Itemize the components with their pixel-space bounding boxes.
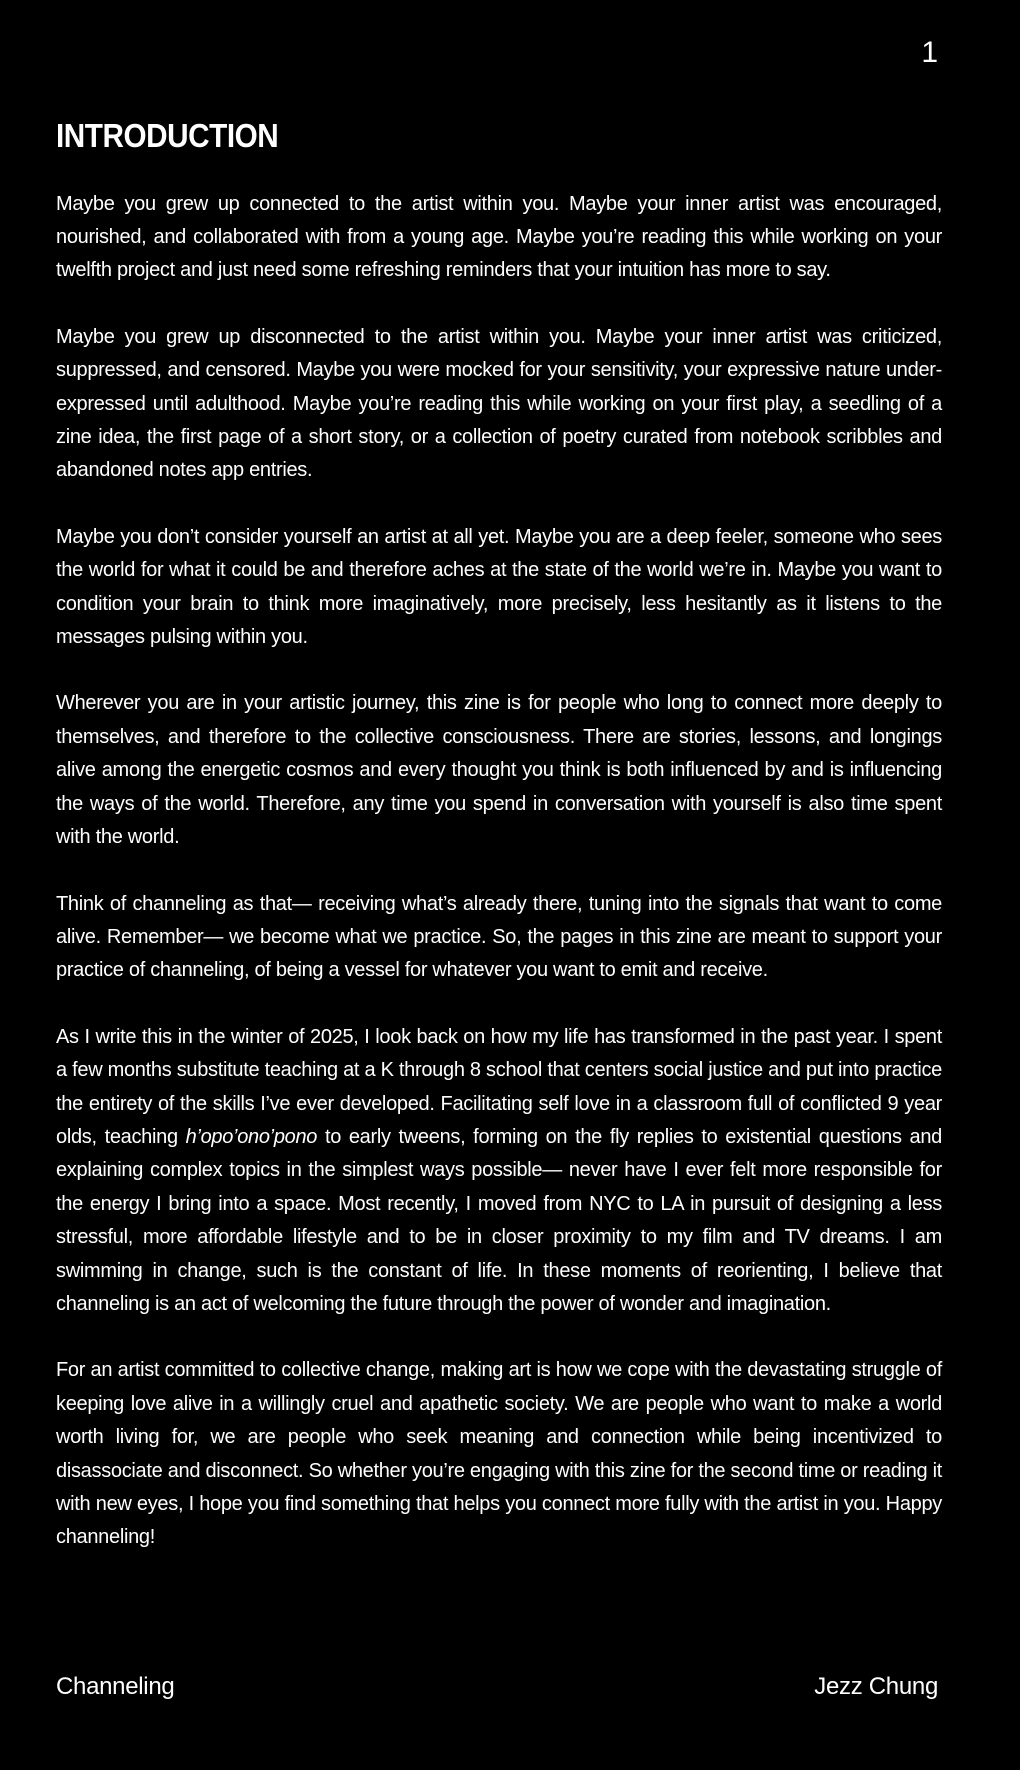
paragraph-6-after: to early tweens, forming on the fly replies to existential questions and explaining complex topics in the simplest ways possible— never have I ever felt more responsible for the energy I bring into a space. Most recently, I moved from NYC to LA in pursuit of designing a less stressful, more affordable lifestyle and to be in closer proximity to my film and TV dreams. I am swimming in change, such is the constant of life. In these moments of reorienting, I believe that channeling is an act of welcoming the future through the power of wonder and imagination.: [56, 1125, 942, 1315]
main-content: [56, 116, 942, 1588]
paragraph-6-before: As I write this in the winter of 2025, I look back on how my life has transformed in the past year. I spent a few months substitute teaching at a K through 8 school that centers social justice and put into practice the entirety of the skills I’ve ever developed. Facilitating self love in a classroom full of conflicted 9 year olds, teaching: [56, 1025, 942, 1148]
paragraph-2: Maybe you grew up disconnected to the artist within you. Maybe your inner artist was criticized, suppressed, and censored. Maybe you were mocked for your sensitivity, your expressive nature under-expressed until adulthood. Maybe you’re reading this while working on your first play, a seedling of a zine idea, the first page of a short story, or a collection of poetry curated from notebook scribbles and abandoned notes app entries.: [56, 325, 942, 482]
paragraph-7: For an artist committed to collective change, making art is how we cope with the devastating struggle of keeping love alive in a willingly cruel and apathetic society. We are people who want to make a world worth living for, we are people who seek meaning and connection while being incentivized to disassociate and disconnect. So whether you’re engaging with this zine for the second time or reading it with new eyes, I hope you find something that helps you connect more fully with the artist in you. Happy channeling!: [56, 1359, 942, 1549]
footer-author: Jezz Chung: [814, 1673, 938, 1700]
paragraph-6-italic-term: h’opo’ono’pono: [185, 1125, 318, 1148]
paragraph-3: Maybe you don’t consider yourself an artist at all yet. Maybe you are a deep feeler, someone who sees the world for what it could be and therefore aches at the state of the world we’re in. Maybe you want to condition your brain to think more imaginatively, more precisely, less hesitantly as it listens to the messages pulsing within you.: [56, 525, 942, 649]
paragraph-5: Think of channeling as that— receiving what’s already there, tuning into the signals that want to come alive. Remember— we become what we practice. So, the pages in this zine are meant to support your practice of channeling, of being a vessel for whatever you want to emit and receive.: [56, 892, 942, 982]
paragraph-6: [56, 1021, 942, 1322]
footer-zine-title: Channeling: [56, 1673, 175, 1700]
paragraph-1: Maybe you grew up connected to the artist within you. Maybe your inner artist was encouraged, nourished, and collaborated with from a young age. Maybe you’re reading this while working on your twelfth project and just need some refreshing reminders that your intuition has more to say.: [56, 192, 942, 282]
page-number: 1: [921, 36, 938, 69]
page-heading: INTRODUCTION: [56, 117, 279, 154]
paragraph-4: Wherever you are in your artistic journey, this zine is for people who long to connect more deeply to themselves, and therefore to the collective consciousness. There are stories, lessons, and longings alive among the energetic cosmos and every thought you think is both influenced by and is influencing the ways of the world. Therefore, any time you spend in conversation with yourself is also time spent with the world.: [56, 692, 942, 849]
